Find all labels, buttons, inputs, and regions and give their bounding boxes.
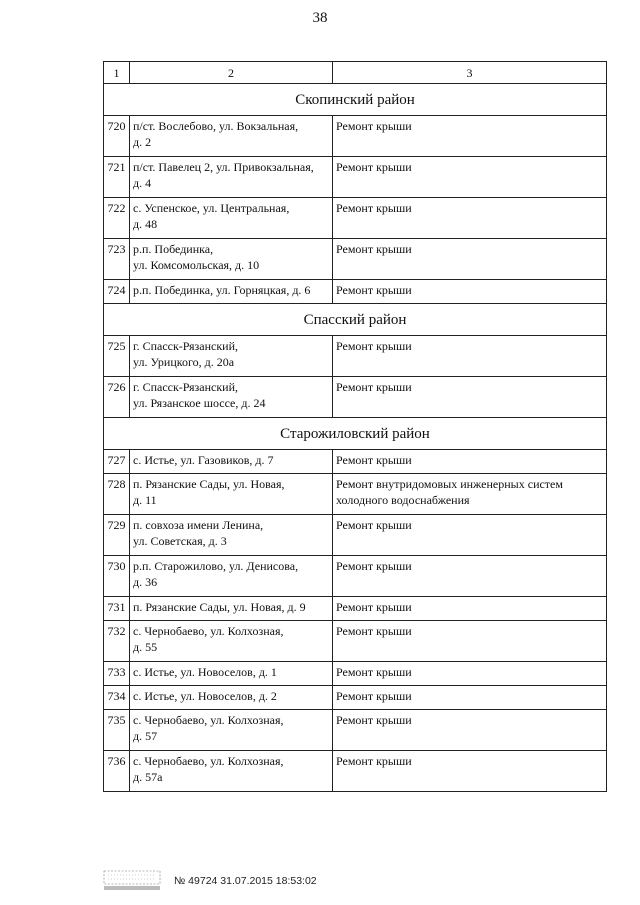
work-type-line: холодного водоснабжения	[336, 493, 470, 507]
address-line: с. Истье, ул. Новоселов, д. 2	[133, 689, 277, 703]
address-line: д. 57	[133, 729, 158, 743]
address-cell	[130, 662, 333, 686]
address-cell	[130, 280, 333, 304]
address-cell	[130, 198, 333, 239]
work-type-cell	[333, 662, 607, 686]
work-type-cell	[333, 515, 607, 556]
address-line: ул. Рязанское шоссе, д. 24	[133, 396, 266, 410]
row-number: 720	[104, 116, 130, 157]
address-line: д. 11	[133, 493, 157, 507]
work-type-line: Ремонт крыши	[336, 518, 412, 532]
row-number: 721	[104, 157, 130, 198]
work-type-line: Ремонт крыши	[336, 201, 412, 215]
address-line: с. Чернобаево, ул. Колхозная,	[133, 754, 284, 768]
work-type-cell	[333, 336, 607, 377]
address-cell	[130, 239, 333, 280]
address-cell	[130, 377, 333, 418]
address-cell	[130, 710, 333, 751]
address-cell	[130, 597, 333, 621]
address-line: р.п. Старожилово, ул. Денисова,	[133, 559, 299, 573]
address-cell	[130, 751, 333, 792]
row-number: 731	[104, 597, 130, 621]
work-type-cell	[333, 686, 607, 710]
work-type-cell	[333, 157, 607, 198]
address-line: д. 57а	[133, 770, 163, 784]
address-line: с. Чернобаево, ул. Колхозная,	[133, 624, 284, 638]
work-type-cell	[333, 710, 607, 751]
work-type-cell	[333, 198, 607, 239]
address-cell	[130, 450, 333, 474]
table-row	[104, 474, 607, 515]
address-cell	[130, 515, 333, 556]
table-row	[104, 239, 607, 280]
address-cell	[130, 157, 333, 198]
row-number: 722	[104, 198, 130, 239]
repair-registry-table	[103, 61, 607, 792]
row-number: 729	[104, 515, 130, 556]
address-line: п/ст. Вослебово, ул. Вокзальная,	[133, 119, 299, 133]
row-number: 736	[104, 751, 130, 792]
work-type-cell	[333, 377, 607, 418]
row-number: 728	[104, 474, 130, 515]
work-type-cell	[333, 450, 607, 474]
work-type-line: Ремонт крыши	[336, 713, 412, 727]
table-row	[104, 515, 607, 556]
work-type-line: Ремонт крыши	[336, 453, 412, 467]
address-line: г. Спасск-Рязанский,	[133, 380, 239, 394]
work-type-cell	[333, 597, 607, 621]
work-type-cell	[333, 239, 607, 280]
table-row	[104, 621, 607, 662]
registration-stamp-icon	[102, 868, 162, 894]
address-line: с. Истье, ул. Новоселов, д. 1	[133, 665, 277, 679]
row-number: 723	[104, 239, 130, 280]
address-line: с. Успенское, ул. Центральная,	[133, 201, 290, 215]
address-cell	[130, 556, 333, 597]
work-type-line: Ремонт крыши	[336, 665, 412, 679]
work-type-line: Ремонт крыши	[336, 339, 412, 353]
address-line: р.п. Побединка,	[133, 242, 214, 256]
work-type-line: Ремонт крыши	[336, 754, 412, 768]
address-line: д. 36	[133, 575, 158, 589]
address-line: д. 48	[133, 217, 158, 231]
district-header-row	[104, 84, 607, 116]
address-line: п. Рязанские Сады, ул. Новая,	[133, 477, 285, 491]
column-header-work: 3	[333, 62, 607, 84]
row-number: 735	[104, 710, 130, 751]
page-number: 38	[312, 10, 328, 26]
table-row	[104, 662, 607, 686]
table-row	[104, 157, 607, 198]
row-number: 724	[104, 280, 130, 304]
row-number: 725	[104, 336, 130, 377]
address-line: п. совхоза имени Ленина,	[133, 518, 264, 532]
district-name: Спасский район	[104, 304, 607, 336]
work-type-line: Ремонт крыши	[336, 559, 412, 573]
work-type-cell	[333, 280, 607, 304]
work-type-line: Ремонт крыши	[336, 380, 412, 394]
address-line: р.п. Побединка, ул. Горняцкая, д. 6	[133, 283, 311, 297]
column-header-address: 2	[130, 62, 333, 84]
work-type-line: Ремонт внутридомовых инженерных систем	[336, 477, 563, 491]
address-line: д. 2	[133, 135, 152, 149]
work-type-line: Ремонт крыши	[336, 283, 412, 297]
address-line: д. 55	[133, 640, 158, 654]
work-type-cell	[333, 621, 607, 662]
work-type-cell	[333, 474, 607, 515]
table-row	[104, 198, 607, 239]
work-type-line: Ремонт крыши	[336, 119, 412, 133]
address-line: с. Чернобаево, ул. Колхозная,	[133, 713, 284, 727]
address-line: ул. Советская, д. 3	[133, 534, 227, 548]
table-row	[104, 710, 607, 751]
table-row	[104, 686, 607, 710]
column-header-row	[104, 62, 607, 84]
address-line: ул. Урицкого, д. 20а	[133, 355, 235, 369]
table-row	[104, 597, 607, 621]
row-number: 727	[104, 450, 130, 474]
district-header-row	[104, 304, 607, 336]
work-type-line: Ремонт крыши	[336, 600, 412, 614]
address-cell	[130, 474, 333, 515]
table-row	[104, 336, 607, 377]
address-cell	[130, 336, 333, 377]
address-cell	[130, 621, 333, 662]
district-header-row	[104, 418, 607, 450]
address-cell	[130, 686, 333, 710]
table-row	[104, 116, 607, 157]
work-type-line: Ремонт крыши	[336, 689, 412, 703]
work-type-cell	[333, 556, 607, 597]
table-row	[104, 280, 607, 304]
address-line: г. Спасск-Рязанский,	[133, 339, 239, 353]
document-registration-id: № 49724 31.07.2015 18:53:02	[174, 875, 317, 887]
row-number: 734	[104, 686, 130, 710]
work-type-cell	[333, 116, 607, 157]
table-row	[104, 751, 607, 792]
address-line: ул. Комсомольская, д. 10	[133, 258, 260, 272]
table-row	[104, 377, 607, 418]
table-row	[104, 556, 607, 597]
row-number: 726	[104, 377, 130, 418]
document-footer	[102, 868, 402, 894]
work-type-cell	[333, 751, 607, 792]
row-number: 733	[104, 662, 130, 686]
district-name: Скопинский район	[104, 84, 607, 116]
work-type-line: Ремонт крыши	[336, 160, 412, 174]
address-line: д. 4	[133, 176, 152, 190]
work-type-line: Ремонт крыши	[336, 242, 412, 256]
address-line: п/ст. Павелец 2, ул. Привокзальная,	[133, 160, 314, 174]
work-type-line: Ремонт крыши	[336, 624, 412, 638]
row-number: 730	[104, 556, 130, 597]
row-number: 732	[104, 621, 130, 662]
address-line: с. Истье, ул. Газовиков, д. 7	[133, 453, 274, 467]
address-cell	[130, 116, 333, 157]
district-name: Старожиловский район	[104, 418, 607, 450]
address-line: п. Рязанские Сады, ул. Новая, д. 9	[133, 600, 306, 614]
column-header-number: 1	[104, 62, 130, 84]
table-row	[104, 450, 607, 474]
